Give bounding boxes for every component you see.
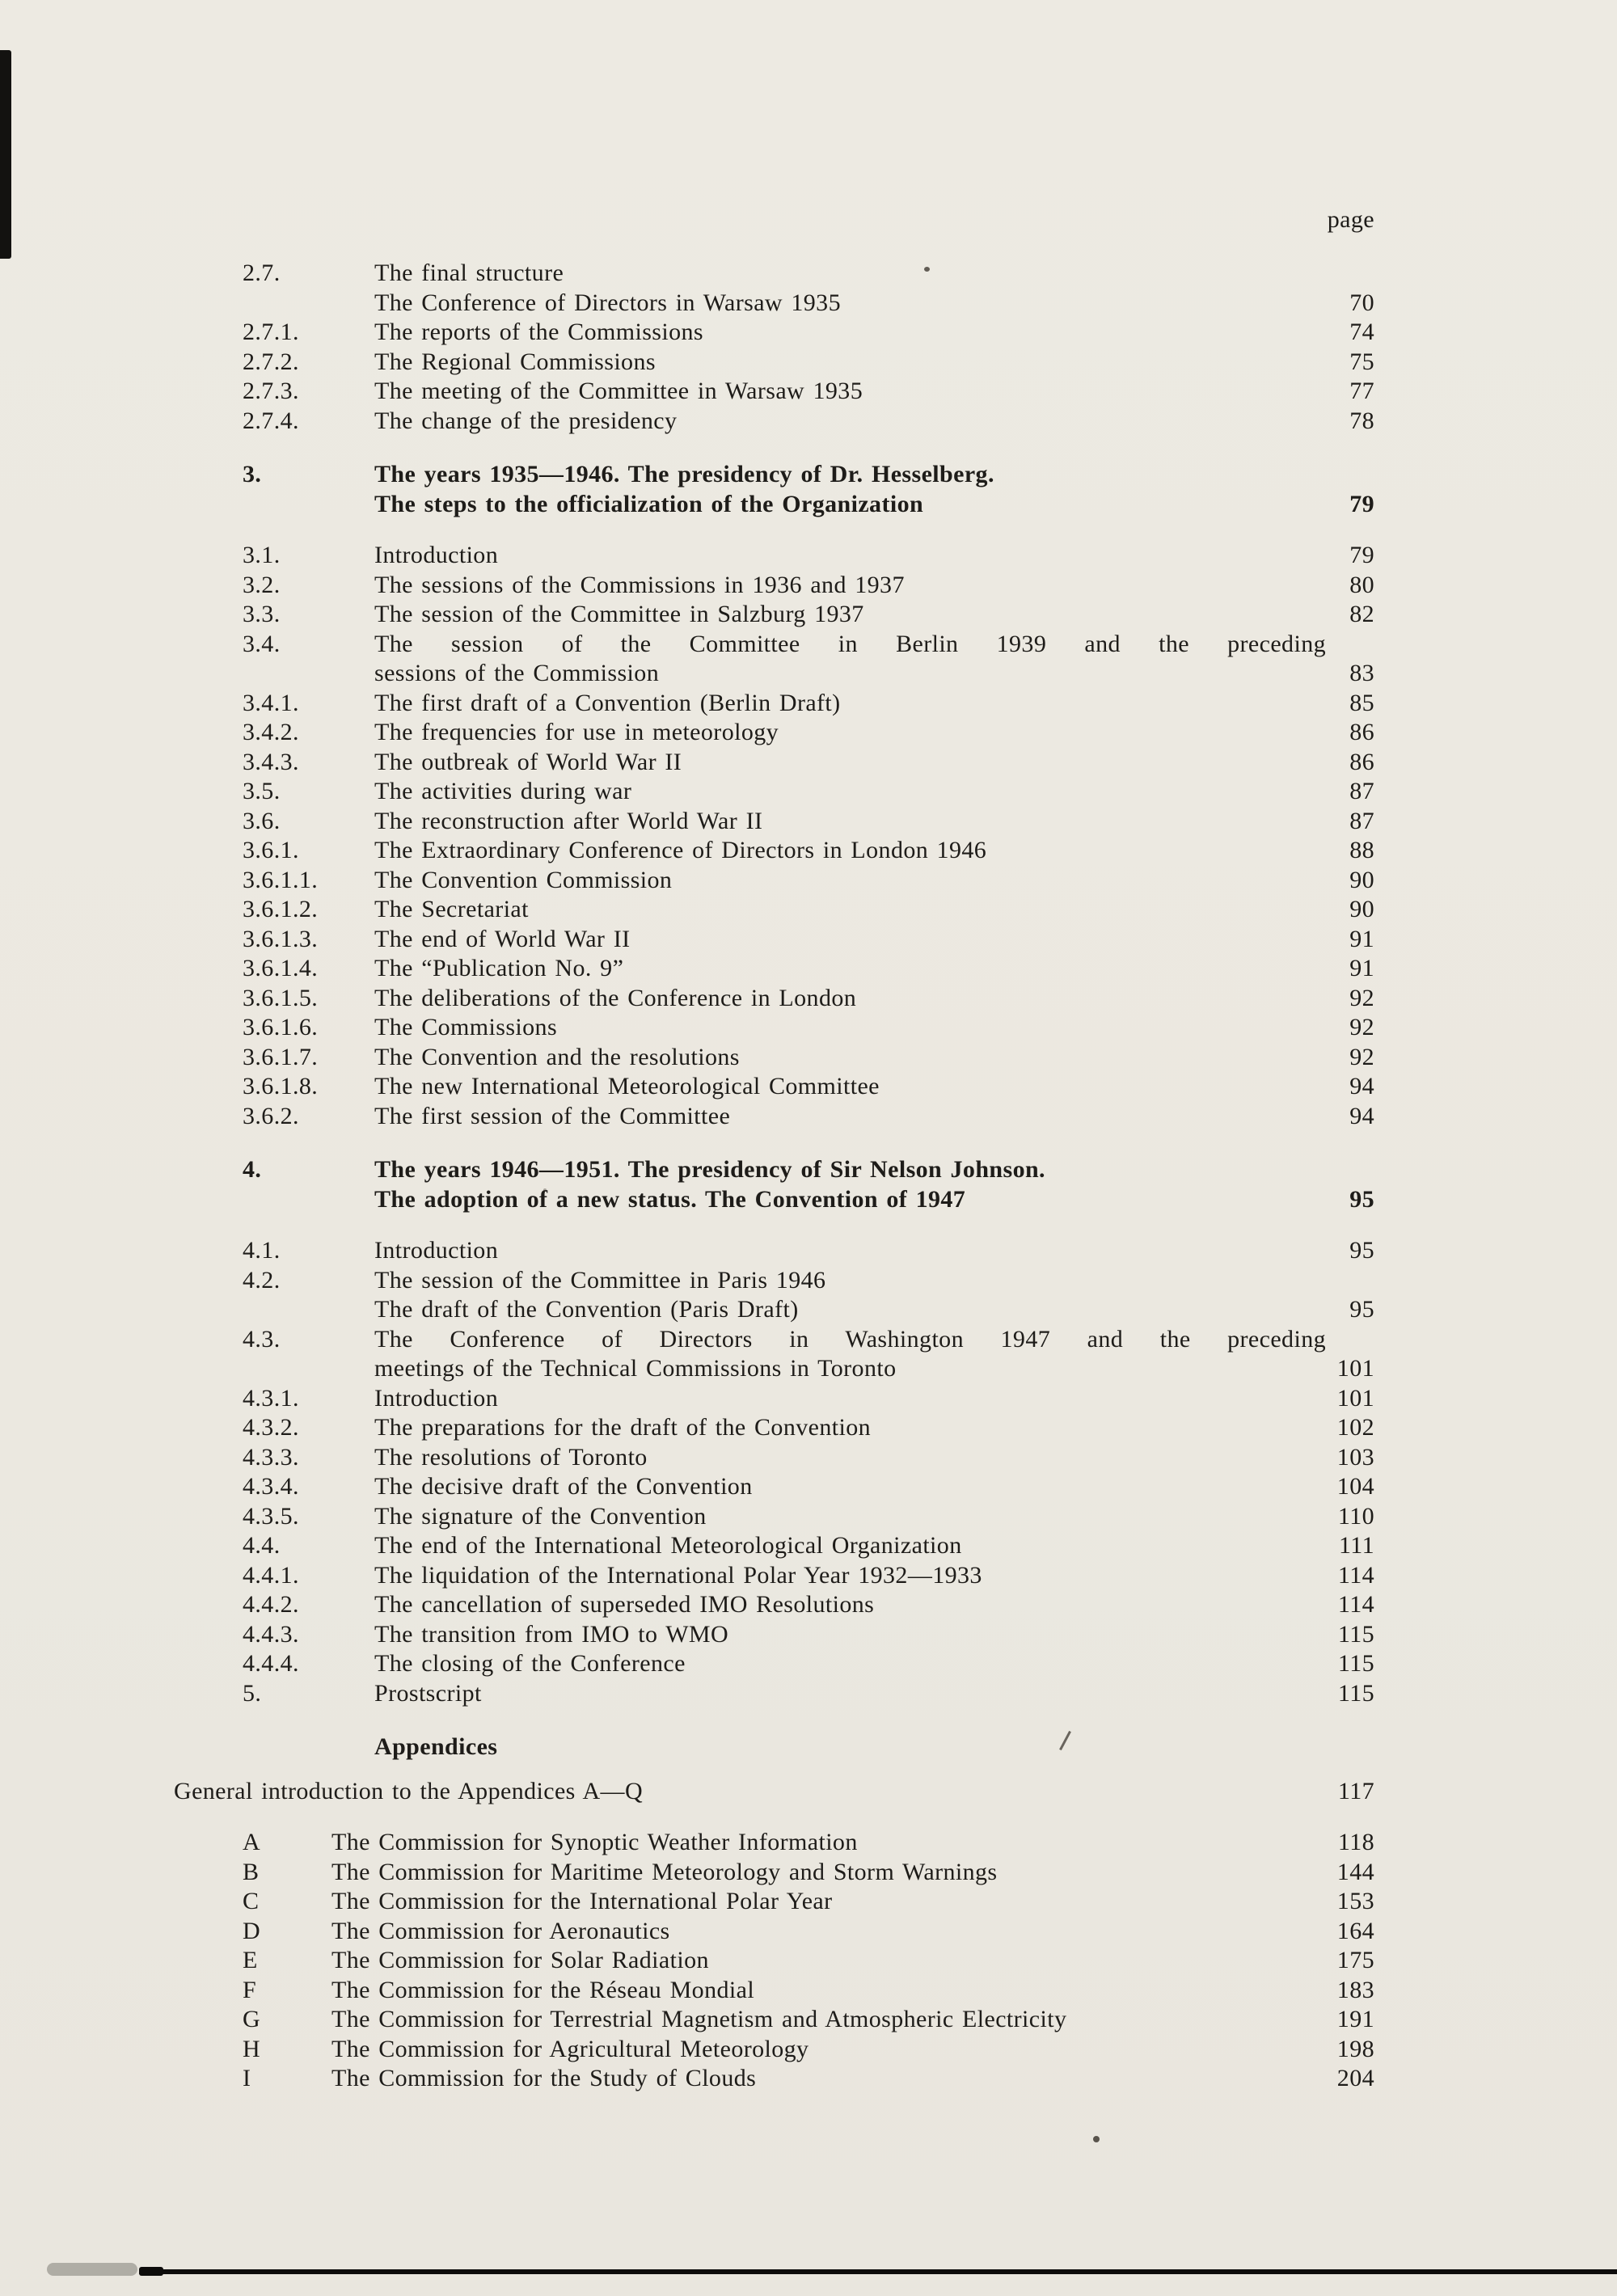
toc-entry-page: 114 <box>1337 1561 1374 1589</box>
toc-entry-title: The Regional Commissions <box>374 348 656 375</box>
appendix-row <box>243 2005 1374 2035</box>
toc-row <box>243 541 1374 571</box>
toc-row <box>243 318 1374 348</box>
toc-entry-title: The Commissions <box>374 1014 558 1040</box>
toc-entry-page: 78 <box>1349 407 1374 434</box>
toc-entry-title: The closing of the Conference <box>374 1650 686 1677</box>
toc-row <box>243 1413 1374 1443</box>
toc-row <box>243 748 1374 778</box>
toc-row <box>243 807 1374 837</box>
toc-entry-number: 3. <box>243 461 262 487</box>
toc-entry-page: 164 <box>1336 1917 1374 1944</box>
toc-row <box>243 571 1374 601</box>
toc-entry-title: The Extraordinary Conference of Directors in London 1946 <box>374 837 987 863</box>
toc-entry-title: The end of World War II <box>374 925 631 952</box>
toc-entry-page: 75 <box>1349 348 1374 375</box>
toc-entry-page: 191 <box>1336 2006 1374 2032</box>
toc-row <box>243 1236 1374 1266</box>
toc-entry-title: The steps to the officialization of the Organization <box>374 490 924 517</box>
toc-entry-page: 183 <box>1336 1976 1374 2003</box>
toc-entry-page: 92 <box>1349 1014 1374 1040</box>
toc-entry-title: The Commission for Aeronautics <box>331 1917 670 1944</box>
toc-entry-title: Prostscript <box>374 1679 482 1707</box>
toc-entry-number: 3.6.1.8. <box>243 1073 319 1099</box>
toc-entry-title: Introduction <box>374 542 499 568</box>
toc-entry-title: The activities during war <box>374 778 632 804</box>
toc-entry-page: 79 <box>1349 542 1374 568</box>
toc-entry-number: 3.4.1. <box>243 689 299 716</box>
toc-entry-number: A <box>243 1829 261 1855</box>
toc-entry-page: 86 <box>1349 719 1374 745</box>
toc-entry-number: 3.6.2. <box>243 1102 299 1129</box>
appendix-row <box>243 1917 1374 1947</box>
toc-row <box>243 718 1374 748</box>
toc-entry-title: General introduction to the Appendices A—Q <box>174 1777 644 1804</box>
toc-entry-page: 103 <box>1336 1443 1374 1471</box>
toc-entry-number: 2.7. <box>243 260 281 286</box>
toc-entry-number: 4.3.4. <box>243 1473 299 1500</box>
toc-entry-page: 86 <box>1349 748 1374 775</box>
toc-row <box>243 659 1374 689</box>
toc-entry-title: The Commission for the International Polar Year <box>331 1888 833 1914</box>
toc-entry-page: 95 <box>1349 1185 1374 1213</box>
toc-row <box>243 1295 1374 1325</box>
toc-entry-title: The “Publication No. 9” <box>374 955 624 981</box>
toc-entry-number: 2.7.2. <box>243 348 299 375</box>
toc-row <box>243 289 1374 319</box>
scan-speck <box>924 267 930 272</box>
toc-entry-title: The new International Meteorological Committee <box>374 1073 880 1099</box>
toc-entry-title: Introduction <box>374 1237 499 1264</box>
toc-row <box>243 984 1374 1014</box>
toc-entry-title: Appendices <box>374 1733 498 1760</box>
toc-entry-page: 94 <box>1349 1073 1374 1099</box>
toc-entry-title: meetings of the Technical Commissions in Toronto <box>374 1355 897 1382</box>
toc-entry-number: 4. <box>243 1156 262 1183</box>
appendix-row <box>243 1946 1374 1976</box>
toc-row <box>243 1325 1374 1355</box>
toc-row <box>243 377 1374 407</box>
toc-row <box>243 836 1374 866</box>
toc-row <box>243 1649 1374 1679</box>
toc-entry-title: The Commission for Synoptic Weather Information <box>331 1829 858 1855</box>
scan-speck <box>543 1188 547 1192</box>
toc-entry-number: 4.4.4. <box>243 1650 299 1677</box>
toc-entry-number: 3.6.1.5. <box>243 984 319 1011</box>
toc-entry-title: The session of the Committee in Berlin 1939 and the preceding <box>374 630 1326 657</box>
toc-entry-page: 115 <box>1337 1620 1374 1648</box>
toc-entry-title: The decisive draft of the Convention <box>374 1473 753 1500</box>
toc-entry-page: 92 <box>1349 984 1374 1011</box>
toc-entry-title: The change of the presidency <box>374 407 678 434</box>
toc-entry-title: The outbreak of World War II <box>374 748 682 775</box>
toc-entry-title: The cancellation of superseded IMO Resolutions <box>374 1591 875 1618</box>
toc-row <box>243 259 1374 289</box>
toc-row <box>243 925 1374 955</box>
toc-entry-title: The sessions of the Commissions in 1936 and 1937 <box>374 571 905 598</box>
toc-entry-page: 92 <box>1349 1043 1374 1070</box>
toc-entry-number: 4.3.1. <box>243 1384 299 1412</box>
toc-entry-page: 83 <box>1349 660 1374 686</box>
toc-entry-title: The reconstruction after World War II <box>374 807 763 834</box>
toc-entry-title: The Conference of Directors in Washington 1947 and the preceding <box>374 1325 1326 1353</box>
toc-entry-title: The Commission for Solar Radiation <box>331 1947 709 1973</box>
toc-entry-number: 3.6.1.6. <box>243 1014 319 1040</box>
toc-entry-number: 4.4. <box>243 1532 281 1559</box>
toc-entry-page: 94 <box>1349 1102 1374 1129</box>
toc-entry-number: 3.4.3. <box>243 748 299 775</box>
toc-entry-number: C <box>243 1888 260 1914</box>
toc-entry-page: 115 <box>1337 1650 1374 1677</box>
page-column-header: page <box>1327 206 1374 233</box>
toc-entry-page: 91 <box>1349 925 1374 952</box>
toc-entry-title: The Conference of Directors in Warsaw 1935 <box>374 289 841 316</box>
toc-entry-page: 95 <box>1349 1237 1374 1264</box>
toc-entry-page: 77 <box>1349 378 1374 404</box>
scan-artifact-left-bar <box>0 50 11 259</box>
toc-entry-page: 80 <box>1349 571 1374 598</box>
toc-entry-title: The end of the International Meteorological Organization <box>374 1532 962 1559</box>
toc-entry-number: 3.6.1.3. <box>243 925 319 952</box>
toc-entry-number: 4.3.5. <box>243 1502 299 1530</box>
toc-entry-page: 117 <box>1337 1777 1374 1804</box>
appendix-row <box>243 2035 1374 2065</box>
toc-entry-page: 111 <box>1339 1532 1374 1559</box>
toc-entry-number: 3.4. <box>243 630 281 657</box>
toc-entry-title: The years 1935—1946. The presidency of Dr. Hesselberg. <box>374 461 994 487</box>
toc-row <box>243 1102 1374 1132</box>
toc-entry-number: 2.7.1. <box>243 319 299 345</box>
toc-entry-title: The signature of the Convention <box>374 1502 707 1530</box>
toc-row <box>243 1561 1374 1591</box>
toc-entry-page: 91 <box>1349 955 1374 981</box>
toc-list <box>174 259 1374 2094</box>
toc-entry-number: 4.3.3. <box>243 1443 299 1471</box>
toc-row <box>243 1502 1374 1532</box>
toc-entry-title: The liquidation of the International Polar Year 1932—1933 <box>374 1561 982 1589</box>
toc-entry-number: 3.1. <box>243 542 281 568</box>
toc-row <box>243 1266 1374 1296</box>
toc-entry-title: The resolutions of Toronto <box>374 1443 648 1471</box>
scan-artifact-smudge <box>47 2263 137 2276</box>
toc-entry-page: 204 <box>1336 2065 1374 2091</box>
toc-entry-title: The draft of the Convention (Paris Draft) <box>374 1296 799 1323</box>
toc-entry-title: The final structure <box>374 260 564 286</box>
toc-row <box>243 630 1374 660</box>
toc-entry-number: 3.2. <box>243 571 281 598</box>
toc-entry-title: The first session of the Committee <box>374 1102 731 1129</box>
toc-entry-title: The reports of the Commissions <box>374 319 703 345</box>
toc-entry-number: 3.3. <box>243 601 281 627</box>
toc-entry-number: 3.6.1. <box>243 837 299 863</box>
toc-entry-page: 115 <box>1337 1679 1374 1707</box>
toc-row <box>243 1013 1374 1043</box>
toc-entry-page: 85 <box>1349 689 1374 716</box>
toc-entry-page: 74 <box>1349 319 1374 345</box>
section-heading-row <box>243 490 1374 520</box>
toc-entry-page: 79 <box>1349 490 1374 517</box>
toc-entry-number: 3.6.1.2. <box>243 896 319 922</box>
toc-entry-page: 87 <box>1349 778 1374 804</box>
toc-row <box>243 777 1374 807</box>
toc-entry-number: 5. <box>243 1679 262 1707</box>
toc-entry-page: 102 <box>1336 1414 1374 1441</box>
toc-row <box>243 1384 1374 1414</box>
toc-entry-title: The transition from IMO to WMO <box>374 1620 729 1648</box>
scan-artifact-bottom-line <box>139 2269 1617 2274</box>
toc-entry-page: 144 <box>1336 1858 1374 1885</box>
toc-entry-number: 4.3. <box>243 1325 281 1353</box>
toc-entry-number: E <box>243 1947 258 1973</box>
toc-entry-number: 3.5. <box>243 778 281 804</box>
toc-entry-title: The Convention Commission <box>374 866 673 893</box>
toc-row <box>243 895 1374 925</box>
toc-entry-page: 101 <box>1336 1384 1374 1412</box>
appendix-row <box>243 1828 1374 1858</box>
toc-entry-title: The first draft of a Convention (Berlin Draft) <box>374 689 841 716</box>
toc-entry-title: The Commission for Agricultural Meteorology <box>331 2035 809 2062</box>
toc-entry-page: 101 <box>1336 1355 1374 1382</box>
toc-entry-page: 198 <box>1336 2035 1374 2062</box>
toc-entry-number: 4.4.3. <box>243 1620 299 1648</box>
toc-entry-title: The meeting of the Committee in Warsaw 1935 <box>374 378 863 404</box>
toc-entry-page: 70 <box>1349 289 1374 316</box>
toc-entry-number: 3.6.1.7. <box>243 1043 319 1070</box>
toc-entry-number: 4.2. <box>243 1266 281 1294</box>
toc-row <box>243 348 1374 378</box>
toc-row <box>243 1443 1374 1473</box>
toc-entry-page: 175 <box>1336 1947 1374 1973</box>
toc-row <box>243 1472 1374 1502</box>
toc-entry-page: 82 <box>1349 601 1374 627</box>
toc-row <box>243 407 1374 437</box>
toc-entry-number: H <box>243 2035 261 2062</box>
toc-entry-number: 4.4.1. <box>243 1561 299 1589</box>
toc-entry-number: D <box>243 1917 261 1944</box>
toc-entry-title: The Convention and the resolutions <box>374 1043 740 1070</box>
toc-entry-page: 114 <box>1337 1591 1374 1618</box>
toc-entry-number: 2.7.3. <box>243 378 299 404</box>
toc-row <box>243 1043 1374 1073</box>
appendix-row <box>243 1858 1374 1888</box>
toc-entry-page: 90 <box>1349 896 1374 922</box>
toc-entry-title: The adoption of a new status. The Convention of 1947 <box>374 1185 966 1213</box>
toc-entry-number: 3.6.1.1. <box>243 866 319 893</box>
toc-entry-number: F <box>243 1976 257 2003</box>
toc-row <box>243 1620 1374 1650</box>
section-heading-row <box>243 460 1374 490</box>
toc-entry-number: 2.7.4. <box>243 407 299 434</box>
appendix-row <box>243 1887 1374 1917</box>
toc-row <box>243 1531 1374 1561</box>
toc-entry-title: The session of the Committee in Paris 1946 <box>374 1266 826 1294</box>
toc-row <box>243 600 1374 630</box>
toc-row <box>243 1354 1374 1384</box>
toc-entry-number: G <box>243 2006 261 2032</box>
general-introduction-row <box>174 1777 1374 1807</box>
section-heading-row <box>243 1155 1374 1185</box>
toc-row <box>243 954 1374 984</box>
toc-row <box>243 1679 1374 1709</box>
toc-row <box>243 689 1374 719</box>
toc-row <box>243 1590 1374 1620</box>
appendix-row <box>243 1976 1374 2006</box>
toc-entry-title: The frequencies for use in meteorology <box>374 719 779 745</box>
scan-speck <box>1093 2136 1100 2142</box>
toc-entry-title: The Commission for the Study of Clouds <box>331 2065 757 2091</box>
toc-entry-number: 4.4.2. <box>243 1591 299 1618</box>
toc-entry-page: 90 <box>1349 866 1374 893</box>
toc-entry-title: sessions of the Commission <box>374 660 660 686</box>
toc-entry-title: The Secretariat <box>374 896 529 922</box>
toc-entry-page: 118 <box>1337 1829 1374 1855</box>
toc-entry-number: I <box>243 2065 251 2091</box>
toc-entry-title: The session of the Committee in Salzburg 1937 <box>374 601 864 627</box>
toc-entry-number: B <box>243 1858 260 1885</box>
toc-entry-page: 110 <box>1337 1502 1374 1530</box>
toc-entry-number: 3.6. <box>243 807 281 834</box>
toc-entry-number: 4.3.2. <box>243 1414 299 1441</box>
toc-row <box>243 866 1374 896</box>
toc-entry-number: 4.1. <box>243 1237 281 1264</box>
appendix-row <box>243 2064 1374 2094</box>
toc-entry-page: 88 <box>1349 837 1374 863</box>
toc-entry-title: The preparations for the draft of the Convention <box>374 1414 872 1441</box>
toc-entry-title: The deliberations of the Conference in London <box>374 984 857 1011</box>
toc-entry-number: 3.4.2. <box>243 719 299 745</box>
toc-entry-page: 104 <box>1336 1473 1374 1500</box>
toc-entry-page: 87 <box>1349 807 1374 834</box>
toc-entry-page: 153 <box>1336 1888 1374 1914</box>
toc-entry-title: The years 1946—1951. The presidency of Sir Nelson Johnson. <box>374 1156 1045 1183</box>
section-heading-row <box>243 1185 1374 1215</box>
toc-entry-title: The Commission for Terrestrial Magnetism and Atmospheric Electricity <box>331 2006 1067 2032</box>
toc-entry-title: The Commission for Maritime Meteorology and Storm Warnings <box>331 1858 998 1885</box>
toc-row <box>243 1072 1374 1102</box>
appendices-heading-row <box>243 1733 1374 1762</box>
toc-entry-title: Introduction <box>374 1384 499 1412</box>
toc-entry-number: 3.6.1.4. <box>243 955 319 981</box>
toc-entry-page: 95 <box>1349 1296 1374 1323</box>
toc-entry-title: The Commission for the Réseau Mondial <box>331 1976 755 2003</box>
